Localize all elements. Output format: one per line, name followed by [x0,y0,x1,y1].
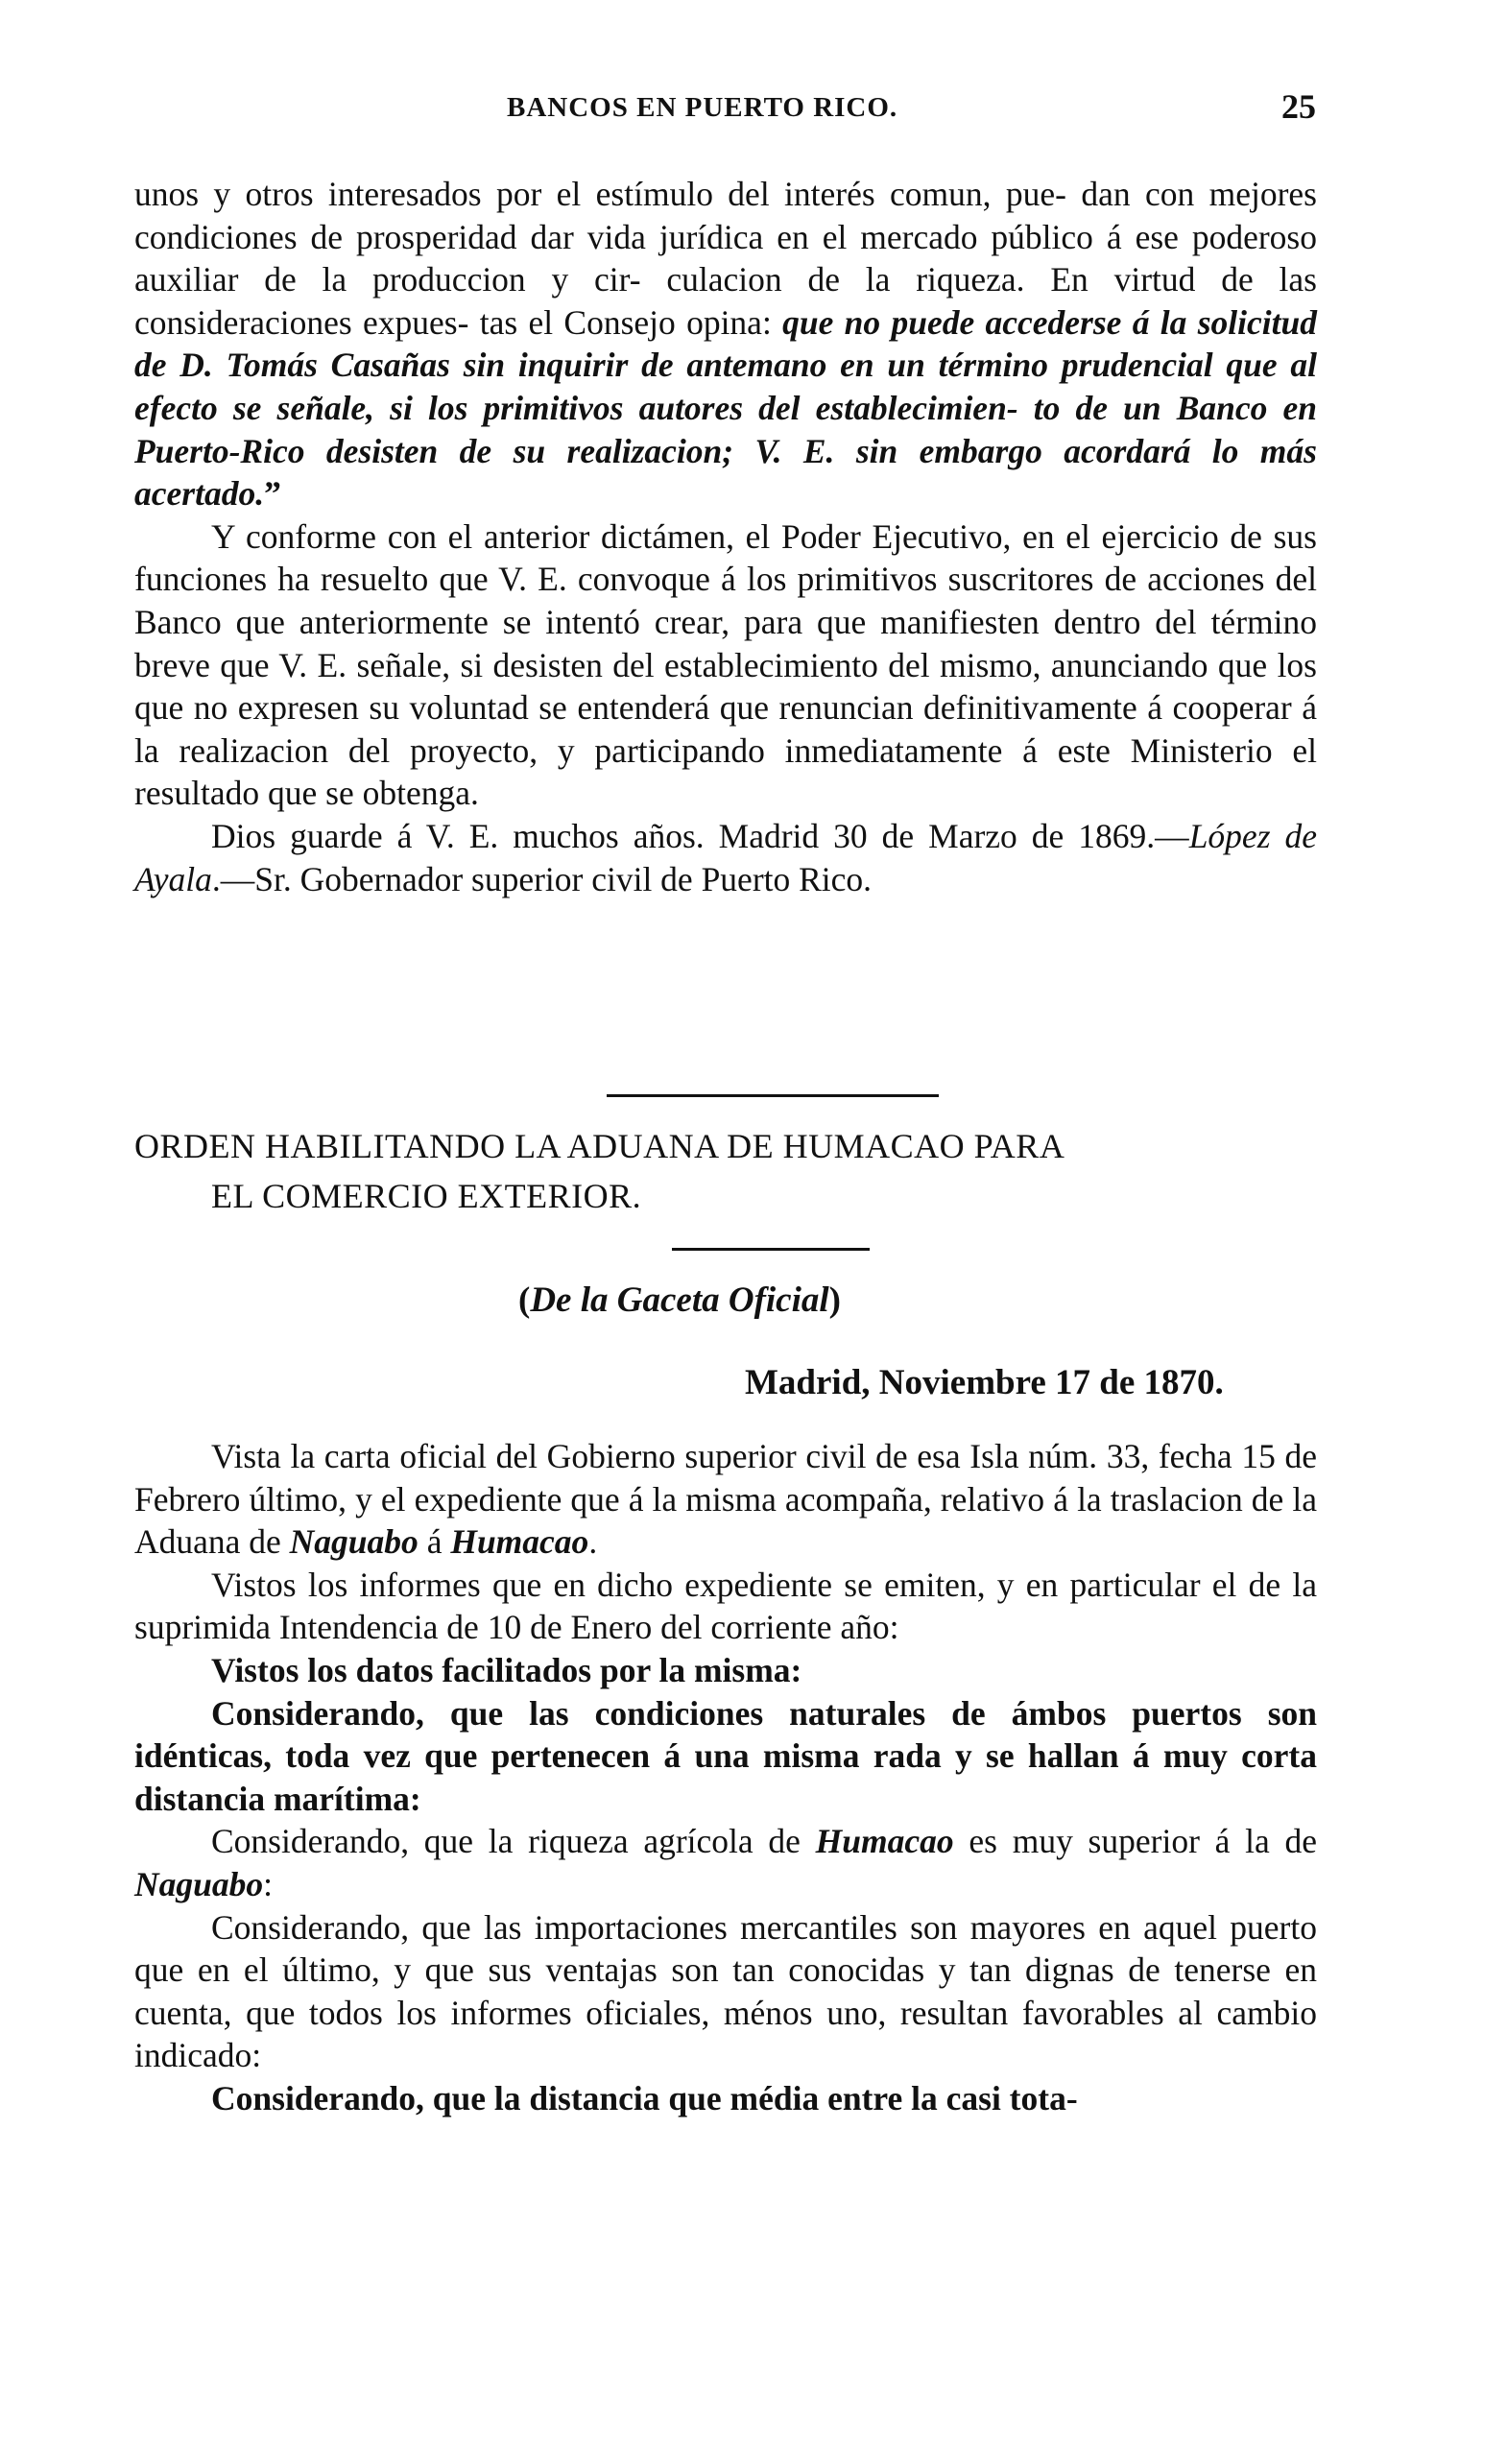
order-paragraph: Considerando, que la distancia que média entre la casi tota- [211,2078,1078,2117]
order-text: Considerando, que la riqueza agrícola de [211,1822,816,1861]
order-body [134,1435,1317,2120]
order-paragraph [134,1435,1317,1564]
order-text: es muy superior á la de [953,1822,1317,1861]
order-text: Vista la carta oficial del Gobierno superior civil de esa Isla núm. 33, fecha 15 de Febrero último, y el expediente que á la misma acompaña, relativo á la traslacion de la Aduana de [134,1437,1317,1562]
page-number: 25 [1281,87,1316,126]
order-paragraph [134,1820,1317,1905]
emphasized-text-line: Tomás Casañas sin inquirir de antemano en un término prudencial [226,346,1213,385]
closing-text: Dios guarde á V. E. muchos años. Madrid 30 de Marzo de 1869.— [211,816,1189,855]
order-paragraph: Considerando, que las condiciones naturales de ámbos puertos son idénticas, toda vez que pertenecen á una misma rada y se hallan á muy corta distancia marítima: [134,1693,1317,1818]
text-line: dan con mejores condiciones de prosperidad dar vida jurídica en [134,175,1318,256]
place-name: Humacao [815,1822,954,1861]
order-text: á [418,1522,451,1562]
place-name: Humacao [450,1522,589,1562]
source-citation [518,1280,841,1321]
emphasized-text-line: sin embargo acordará lo más acertado. [134,431,1317,514]
emphasized-text-line: que al efecto se señale, si los primitivos autores del establecimien- [134,346,1317,427]
closing-quote: ” [264,474,281,514]
section-divider [607,1094,939,1097]
order-paragraph: Vistos los informes que en dicho expediente se emiten, y en particular el de la suprimida Intendencia de 10 de Enero del corriente año: [134,1565,1317,1647]
signer-name: López de Ayala [134,816,1318,898]
title-divider [672,1248,870,1251]
continuation-text [134,173,1317,900]
closing-recipient: .—Sr. Gobernador superior civil de Puerto Rico. [211,859,873,898]
order-paragraph: Vistos los datos facilitados por la misma: [211,1650,802,1689]
text-line: tas el Consejo opina: [479,302,783,342]
source-paren-open: ( [518,1280,531,1320]
order-text: : [263,1864,274,1903]
section-title-line: EL COMERCIO EXTERIOR. [211,1177,642,1215]
order-paragraph: Considerando, que las importaciones mercantiles son mayores en aquel puerto que en el último, y que sus ventajas son tan conocidas y tan dignas de tenerse en cuenta, que todos los informes oficiales, ménos uno, resultan favorables al cambio indicado: [134,1907,1317,2075]
text-line: el mercado público á ese poderoso auxiliar de la produccion y cir- [134,217,1317,299]
source-paren-close: ) [828,1280,841,1320]
emphasized-text-line: que no puede accederse á la solicitud de D. [134,302,1317,385]
place-name: Naguabo [134,1864,264,1903]
source-name: De la Gaceta Oficial [530,1280,829,1320]
text-line: culacion de la riqueza. En virtud de las consideraciones expues- [134,260,1317,342]
closing-paragraph [134,815,1317,900]
executive-decision-paragraph: Y conforme con el anterior dictámen, el Poder Ejecutivo, en el ejercicio de sus funciones ha resuelto que V. E. convoque á los primitivos suscritores de acciones del Banco que anteriormente se intentó crear, para que manifiesten dentro del término breve que V. E. señale, si desisten del establecimiento del mismo, anunciando que los que no expresen su voluntad se entenderá que renuncian definitivamente á cooperar á la realizacion del proyecto, y participando inmediatamente á este Ministerio el resultado que se obtenga. [134,516,1317,813]
emphasized-text-line: to de un Banco en Puerto-Rico desisten de su realizacion; V. E. [134,388,1318,470]
quoted-opinion-paragraph [134,173,1317,515]
dateline: Madrid, Noviembre 17 de 1870. [745,1363,1224,1402]
running-header-title: BANCOS EN PUERTO RICO. [507,92,898,123]
section-title [134,1121,1325,1221]
order-text: . [588,1522,598,1562]
place-name: Naguabo [289,1522,419,1562]
section-title-line: ORDEN HABILITANDO LA ADUANA DE HUMACAO PARA [134,1127,1065,1165]
text-line: unos y otros interesados por el estímulo del interés comun, pue- [134,175,1066,213]
